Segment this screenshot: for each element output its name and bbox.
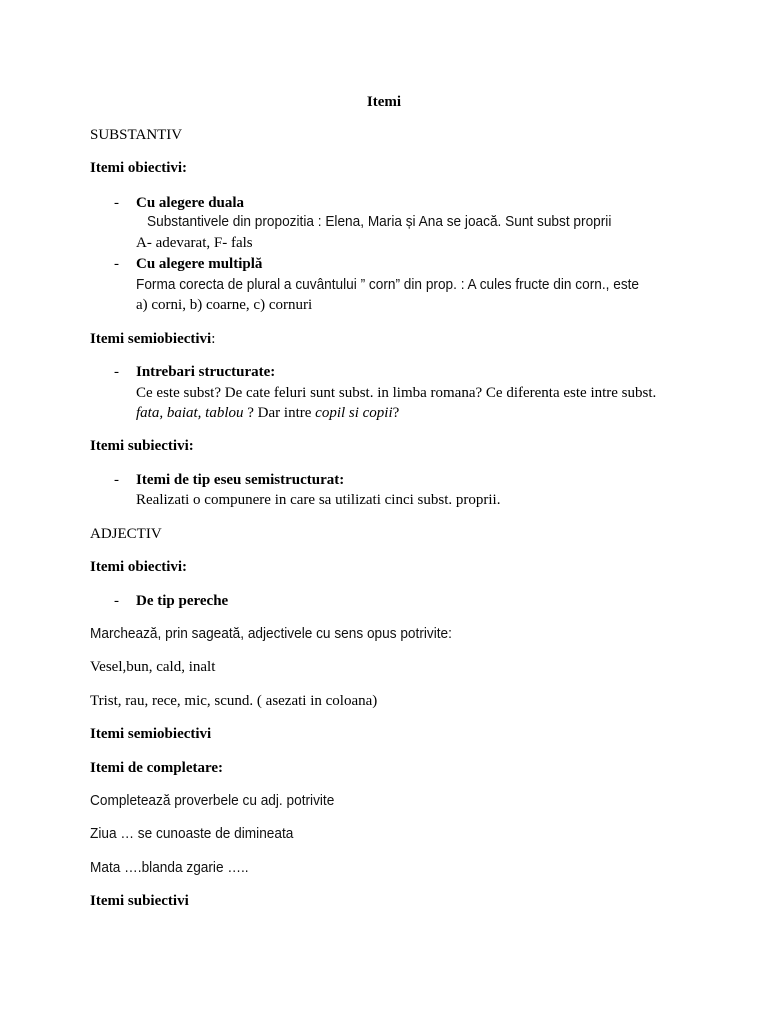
instruction-text: Completează proverbele cu adj. potrivite [90,792,335,809]
list-bullet: - [114,364,119,380]
question-text: Forma corecta de plural a cuvântului ” corn” din prop. : A cules fructe din corn., este [136,276,640,293]
item-question-line-1: Ce este subst? De cate feluri sunt subst. in limba romana? Ce diferenta este intre subst. [136,385,657,401]
proverb-text: Mata ….blanda zgarie ….. [90,859,249,876]
word-column-b: Trist, rau, rece, mic, scund. ( asezati in coloana) [90,693,378,709]
item-instruction-pereche [90,624,488,644]
word-column-a: Vesel,bun, cald, inalt [90,659,216,675]
item-label-alegere-multipla: Cu alegere multiplă [136,256,263,272]
subsection-heading-subiectivi: Itemi subiectivi [90,893,189,909]
item-options-duala: A- adevarat, F- fals [136,235,253,251]
heading-colon: : [211,331,216,347]
section-heading-adjectiv: ADJECTIV [90,526,162,542]
item-statement-duala [147,212,657,232]
list-bullet: - [114,256,119,272]
item-label-eseu: Itemi de tip eseu semistructurat: [136,472,345,488]
item-label-alegere-duala: Cu alegere duala [136,195,245,211]
item-task-eseu: Realizati o compunere in care sa utilizati cinci subst. proprii. [136,492,501,508]
proverb-line [90,858,264,878]
plain-text: ? [392,405,400,421]
subsection-heading-semiobiectivi [90,329,215,349]
subsection-heading-semiobiectivi: Itemi semiobiectivi [90,726,212,742]
list-bullet: - [114,593,119,609]
list-bullet: - [114,195,119,211]
proverb-text: Ziua … se cunoaste de dimineata [90,825,294,842]
item-label-pereche: De tip pereche [136,593,229,609]
heading-text: Itemi semiobiectivi [90,331,212,347]
subsection-heading-subiectivi: Itemi subiectivi: [90,438,194,454]
italic-words: copil si copii [315,405,393,421]
page-title: Itemi [366,94,402,110]
instruction-text: Marchează, prin sageată, adjectivele cu sens opus potrivite: [90,625,452,642]
italic-words: fata, baiat, tablou [136,405,244,421]
section-heading-substantiv: SUBSTANTIV [90,127,183,143]
subsection-heading-obiectivi: Itemi obiectivi: [90,559,188,575]
item-label-completare: Itemi de completare: [90,760,224,776]
statement-text: Substantivele din propozitia : Elena, Maria și Ana se joacă. Sunt subst proprii [147,213,612,230]
item-instruction-completare [90,791,358,811]
subsection-heading-obiectivi: Itemi obiectivi: [90,160,188,176]
item-options-multipla: a) corni, b) coarne, c) cornuri [136,297,313,313]
proverb-line [90,824,313,844]
item-question-multipla [136,275,689,295]
list-bullet: - [114,472,119,488]
plain-text: ? Dar intre [243,405,316,421]
item-question-line-2 [136,403,399,423]
item-label-intrebari-structurate: Intrebari structurate: [136,364,276,380]
